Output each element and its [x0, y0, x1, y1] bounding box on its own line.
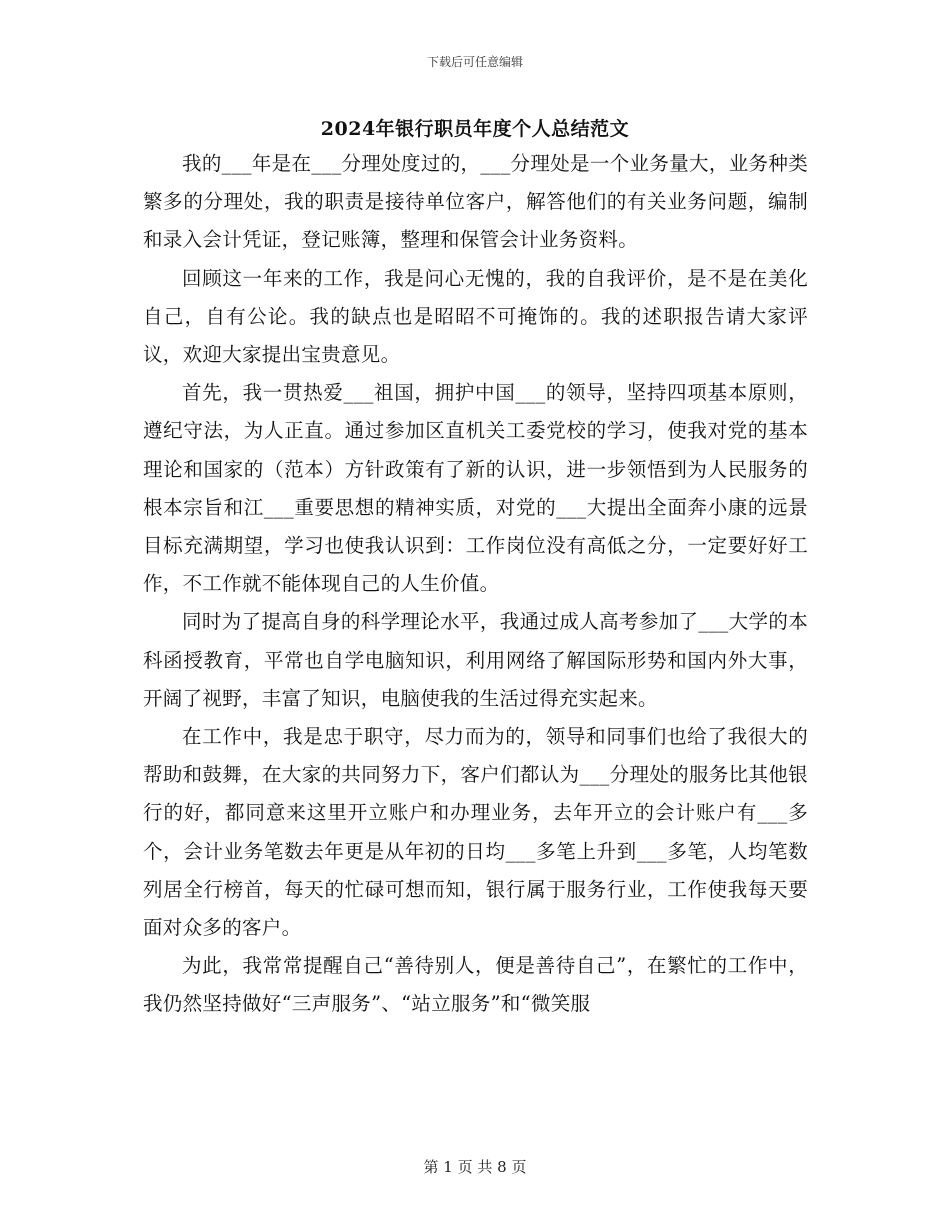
document-body [143, 145, 808, 1024]
paragraph-4: 同时为了提高自身的科学理论水平，我通过成人高考参加了___大学的本科函授教育，平常也自学电脑知识，利用网络了解国际形势和国内外大事，开阔了视野，丰富了知识，电脑使我的生活过得充实起来。 [143, 610, 808, 710]
document-title: 2024年银行职员年度个人总结范文 [320, 118, 630, 140]
header-note: 下载后可任意编辑 [426, 55, 523, 69]
paragraph-5: 在工作中，我是忠于职守，尽力而为的，领导和同事们也给了我很大的帮助和鼓舞，在大家的共同努力下，客户们都认为___分理处的服务比其他银行的好，都同意来这里开立账户和办理业务，去年开立的会计账户有___多个，会计业务笔数去年更是从年初的日均___多笔上升到___多笔，人均笔数列居全行榜首，每天的忙碌可想而知，银行属于服务行业，工作使我每天要面对众多的客户。 [143, 725, 808, 940]
paragraph-6: 为此，我常常提醒自己“善待别人，便是善待自己”，在繁忙的工作中，我仍然坚持做好“三声服务”、“站立服务”和“微笑服 [143, 954, 808, 1016]
paragraph-1: 我的___年是在___分理处度过的，___分理处是一个业务量大，业务种类繁多的分理处，我的职责是接待单位客户，解答他们的有关业务问题，编制和录入会计凭证，登记账簿，整理和保管会计业务资料。 [143, 152, 808, 252]
paragraph-3: 首先，我一贯热爱___祖国，拥护中国___的领导，坚持四项基本原则，遵纪守法，为人正直。通过参加区直机关工委党校的学习，使我对党的基本理论和国家的（范本）方针政策有了新的认识，进一步领悟到为人民服务的根本宗旨和江___重要思想的精神实质，对党的___大提出全面奔小康的远景目标充满期望，学习也使我认识到：工作岗位没有高低之分，一定要好好工作，不工作就不能体现自己的人生价值。 [143, 381, 808, 596]
page-number: 第 1 页 共 8 页 [423, 1158, 527, 1176]
paragraph-2: 回顾这一年来的工作，我是问心无愧的，我的自我评价，是不是在美化自己，自有公论。我的缺点也是昭昭不可掩饰的。我的述职报告请大家评议，欢迎大家提出宝贵意见。 [143, 266, 808, 367]
